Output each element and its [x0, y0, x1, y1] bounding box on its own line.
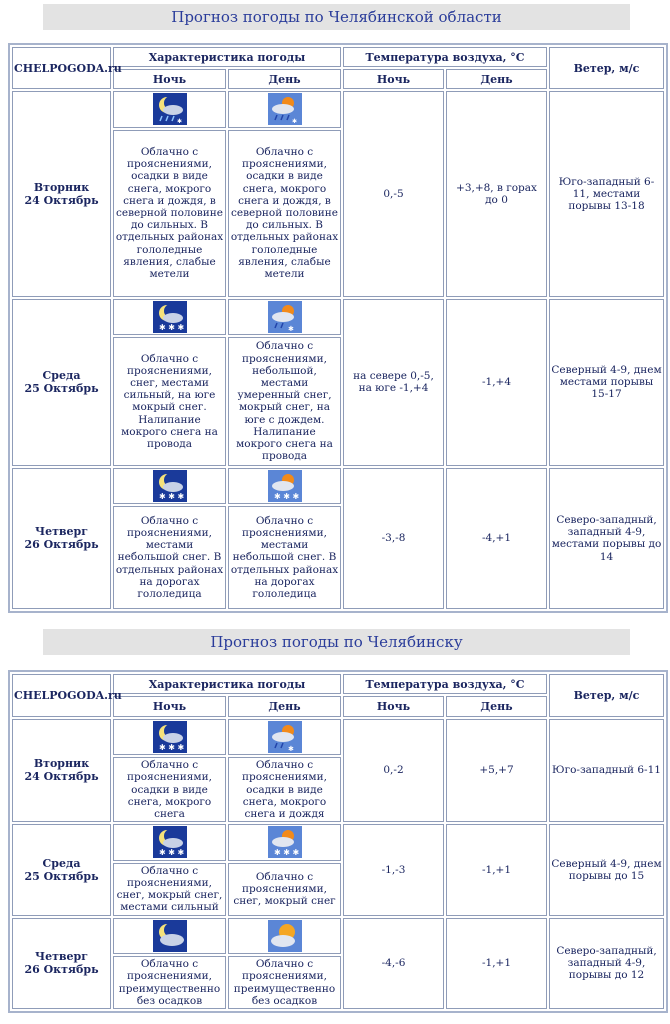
temp-day-header: День: [446, 696, 547, 716]
sun-cloud-icon: [268, 920, 302, 952]
day-description: Облачно с прояснениями, небольшой, местами умеренный снег, мокрый снег, на юге с дождем. Налипание мокрого снега на провода: [228, 337, 341, 466]
day-name: Вторник: [33, 757, 90, 771]
night-icon-cell: [113, 824, 226, 861]
sun-snow-icon: [268, 826, 302, 858]
day-description: Облачно с прояснениями, осадки в виде снега, мокрого снега и дождя, в северной половине до сильных. В отдельных районах гололедные явления, слабые метели: [228, 130, 341, 297]
site-name: CHELPOGODA.ru: [12, 47, 111, 89]
temp-night-header: Ночь: [343, 696, 444, 716]
day-name: Вторник: [33, 181, 90, 195]
sun-snow-rain-icon: [268, 301, 302, 333]
svg-text:✱ ✱ ✱: ✱ ✱ ✱: [158, 322, 184, 332]
temp-night-value: 0,-2: [343, 719, 444, 823]
day-date: 24 Октябрь: [24, 770, 99, 784]
moon-snow-icon: [153, 470, 187, 502]
svg-text:✱ ✱ ✱: ✱ ✱ ✱: [158, 848, 184, 858]
svg-text:✱ ✱ ✱: ✱ ✱ ✱: [273, 492, 299, 502]
temp-day-value: -4,+1: [446, 468, 547, 609]
day-icon-cell: [228, 824, 341, 861]
temp-day-value: +3,+8, в горах до 0: [446, 91, 547, 296]
night-icon-cell: [113, 299, 226, 335]
night-icon-cell: [113, 719, 226, 756]
night-description: Облачно с прояснениями, осадки в виде снега, мокрого снега: [113, 757, 226, 822]
night-icon-cell: [113, 468, 226, 504]
region-forecast-title: Прогноз погоды по Челябинской области: [43, 4, 630, 30]
day-name: Среда: [42, 369, 81, 383]
svg-text:✱ ✱ ✱: ✱ ✱ ✱: [273, 848, 299, 858]
svg-text:✱: ✱: [291, 118, 297, 126]
temp-night-value: -3,-8: [343, 468, 444, 609]
day-date: 25 Октябрь: [24, 382, 99, 396]
wind-header: Ветер, м/с: [549, 47, 664, 89]
moon-snow-icon: [153, 721, 187, 753]
region-forecast-table: [8, 43, 668, 613]
svg-text:✱: ✱: [287, 324, 294, 333]
day-icon-cell: [228, 918, 341, 955]
day-date: 26 Октябрь: [24, 963, 99, 977]
wind-value: Северный 4-9, днем местами порывы 15-17: [549, 299, 664, 466]
temp-day-value: -1,+1: [446, 918, 547, 1009]
svg-text:✱ ✱ ✱: ✱ ✱ ✱: [158, 742, 184, 752]
day-description: Облачно с прояснениями, снег, мокрый снег: [228, 863, 341, 916]
moon-snow-rain-icon: [153, 93, 187, 125]
day-date: 24 Октябрь: [24, 194, 99, 208]
day-name: Среда: [42, 856, 81, 870]
city-forecast-title: Прогноз погоды по Челябинску: [43, 629, 630, 655]
night-description: Облачно с прояснениями, осадки в виде снега, мокрого снега и дождя, в северной половине до сильных. В отдельных районах гололедные явления, слабые метели: [113, 130, 226, 297]
day-date: 26 Октябрь: [24, 538, 99, 552]
svg-text:✱: ✱: [287, 744, 294, 753]
temp-day-header: День: [446, 69, 547, 89]
day-icon-cell: [228, 719, 341, 756]
temp-night-value: на севере 0,-5, на юге -1,+4: [343, 299, 444, 466]
sun-snow-rain-icon: [268, 721, 302, 753]
sun-snow-rain-icon: [268, 93, 302, 125]
temp-night-value: -1,-3: [343, 824, 444, 915]
weather-header: Характеристика погоды: [113, 47, 341, 67]
night-icon-cell: [113, 918, 226, 955]
day-date: 25 Октябрь: [24, 869, 99, 883]
temperature-header: Температура воздуха, °C: [343, 47, 547, 67]
site-name: CHELPOGODA.ru: [12, 674, 111, 717]
temp-day-value: -1,+4: [446, 299, 547, 466]
city-forecast-table: [8, 670, 668, 1013]
weather-day-header: День: [228, 69, 341, 89]
day-icon-cell: [228, 468, 341, 504]
moon-cloud-icon: [153, 920, 187, 952]
svg-text:✱ ✱ ✱: ✱ ✱ ✱: [158, 492, 184, 502]
day-cell: [12, 719, 111, 823]
day-cell: [12, 91, 111, 296]
day-name: Четверг: [35, 950, 88, 964]
wind-value: Северный 4-9, днем порывы до 15: [549, 824, 664, 915]
temp-day-value: +5,+7: [446, 719, 547, 823]
weather-night-header: Ночь: [113, 696, 226, 716]
temp-night-header: Ночь: [343, 69, 444, 89]
day-cell: [12, 824, 111, 915]
temp-day-value: -1,+1: [446, 824, 547, 915]
day-name: Четверг: [35, 525, 88, 539]
day-description: Облачно с прояснениями, местами небольшой снег. В отдельных районах на дорогах гололедица: [228, 506, 341, 609]
temperature-header: Температура воздуха, °C: [343, 674, 547, 694]
wind-value: Северо-западный, западный 4-9, порывы до 12: [549, 918, 664, 1009]
wind-value: Юго-западный 6-11: [549, 719, 664, 823]
night-description: Облачно с прояснениями, преимущественно без осадков: [113, 956, 226, 1009]
weather-header: Характеристика погоды: [113, 674, 341, 694]
moon-snow-icon: [153, 826, 187, 858]
sun-snow-icon: [268, 470, 302, 502]
wind-value: Юго-западный 6-11, местами порывы 13-18: [549, 91, 664, 296]
night-description: Облачно с прояснениями, снег, местами сильный, на юге мокрый снег. Налипание мокрого снега на провода: [113, 337, 226, 466]
weather-night-header: Ночь: [113, 69, 226, 89]
day-cell: [12, 468, 111, 609]
wind-value: Северо-западный, западный 4-9, местами порывы до 14: [549, 468, 664, 609]
day-icon-cell: [228, 299, 341, 335]
temp-night-value: -4,-6: [343, 918, 444, 1009]
day-description: Облачно с прояснениями, преимущественно без осадков: [228, 956, 341, 1009]
temp-night-value: 0,-5: [343, 91, 444, 296]
day-icon-cell: [228, 91, 341, 127]
day-cell: [12, 299, 111, 466]
day-description: Облачно с прояснениями, осадки в виде снега, мокрого снега и дождя: [228, 757, 341, 822]
night-icon-cell: [113, 91, 226, 127]
wind-header: Ветер, м/с: [549, 674, 664, 717]
day-cell: [12, 918, 111, 1009]
moon-snow-icon: [153, 301, 187, 333]
night-description: Облачно с прояснениями, местами небольшой снег. В отдельных районах на дорогах гололедица: [113, 506, 226, 609]
weather-day-header: День: [228, 696, 341, 716]
svg-text:✱: ✱: [176, 118, 182, 126]
night-description: Облачно с прояснениями, снег, мокрый снег, местами сильный: [113, 863, 226, 916]
